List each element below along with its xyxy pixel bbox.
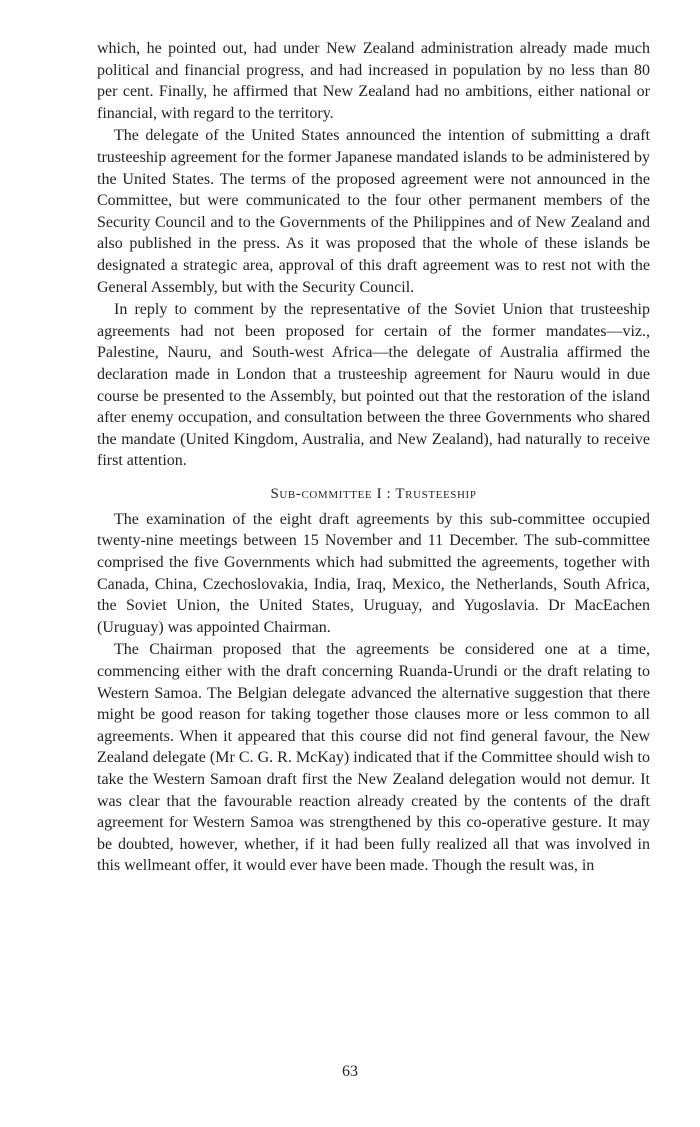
document-page bbox=[97, 38, 650, 877]
paragraph-2: The delegate of the United States announced the intention of submitting a draft trusteeship agreement for the former Japanese mandated islands to be administered by the United States. The terms of the proposed agreement were not announced in the Committee, but were communicated to the four other permanent members of the Security Council and to the Governments of the Philippines and of New Zealand and also published in the press. As it was proposed that the whole of these islands be designated a strategic area, approval of this draft agreement was to rest not with the General Assembly, but with the Security Council. bbox=[97, 127, 650, 296]
paragraph-5: The Chairman proposed that the agreements be considered one at a time, commencing either with the draft concerning Ruanda-Urundi or the draft relating to Western Samoa. The Belgian delegate advanced the alternative suggestion that there might be good reason for taking together those clauses more or less common to all agreements. When it appeared that this course did not find general favour, the New Zealand delegate (Mr C. G. R. McKay) indicated that if the Committee should wish to take the Western Samoan draft first the New Zealand delegation would not demur. It was clear that the favourable reaction already created by the contents of the draft agreement for Western Samoa was strengthened by this co-operative gesture. It may be doubted, however, whether, if it had been fully realized all that was involved in this wellmeant offer, it would ever have been made. Though the result was, in bbox=[97, 641, 650, 875]
paragraph-1: which, he pointed out, had under New Zealand administration already made much political and financial progress, and had increased in population by no less than 80 per cent. Finally, he affirmed that New Zealand had no ambitions, either national or financial, with regard to the territory. bbox=[97, 40, 650, 122]
section-heading: Sub-committee I : Trusteeship bbox=[270, 485, 477, 502]
page-number: 63 bbox=[342, 1063, 358, 1080]
paragraph-3: In reply to comment by the representative of the Soviet Union that trusteeship agreements had not been proposed for certain of the former mandates—viz., Palestine, Nauru, and South-west Africa—the delegate of Australia affirmed the declaration made in London that a trusteeship agreement for Nauru would in due course be presented to the Assembly, but pointed out that the restoration of the island after enemy occupation, and consultation between the three Governments who shared the mandate (United Kingdom, Australia, and New Zealand), had naturally to receive first attention. bbox=[97, 301, 650, 470]
paragraph-4: The examination of the eight draft agreements by this sub-committee occupied twenty-nine meetings between 15 November and 11 December. The sub-committee comprised the five Governments which had submitted the agreements, together with Canada, China, Czechoslovakia, India, Iraq, Mexico, the Netherlands, South Africa, the Soviet Union, the United States, Uruguay, and Yugoslavia. Dr MacEachen (Uruguay) was appointed Chairman. bbox=[97, 510, 650, 636]
